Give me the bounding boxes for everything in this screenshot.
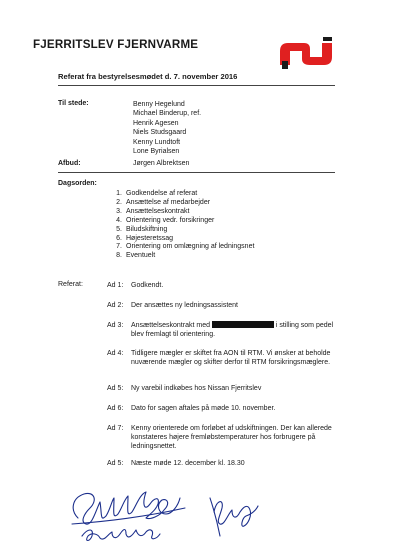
minutes-item: Ad 6: Dato for sagen aftales på møde 10. november. <box>107 405 276 412</box>
present-list <box>133 100 201 156</box>
redaction-bar <box>212 321 274 328</box>
minutes-item: Ad 1: Godkendt. <box>107 282 164 289</box>
agenda-item: 6. Højesteretssag <box>116 234 174 242</box>
attendance-divider <box>58 172 335 173</box>
document-subject: Referat fra bestyrelsesmødet d. 7. november 2016 <box>58 72 238 81</box>
signature-line <box>72 508 185 524</box>
minutes-item: Ad 5: Ny varebil indkøbes hos Nissan Fjerritslev <box>107 385 262 392</box>
absent-label: Afbud: <box>58 160 81 167</box>
minutes-label: Referat: <box>58 281 83 288</box>
minutes-item: Ad 4: Tidligere mægler er skiftet fra AON til RTM. Vi ønsker at beholde nuværende mægler og skifter derfor til RTM forsikringsmæglere. <box>107 350 331 366</box>
attendee-name: Lone Byrialsen <box>133 148 180 156</box>
signatures <box>0 470 400 550</box>
attendee-name: Henrik Agesen <box>133 119 179 127</box>
agenda-item: 1. Godkendelse af referat <box>116 190 198 197</box>
minutes-item: Ad 3: Ansættelseskontrakt med i stilling som pedel blev fremlagt til orientering. <box>107 322 334 338</box>
agenda-label: Dagsorden: <box>58 180 97 187</box>
agenda-item: 2. Ansættelse af medarbejder <box>116 198 211 206</box>
agenda-item: 3. Ansættelseskontrakt <box>116 207 190 215</box>
agenda-item: 4. Orientering vedr. forsikringer <box>116 216 215 224</box>
signature-third-stroke <box>210 498 220 536</box>
signature-third <box>214 502 258 527</box>
attendee-name: Kenny Lundtoft <box>133 138 181 146</box>
agenda-item: 5. Biludskiftning <box>116 225 168 233</box>
agenda-item: 8. Eventuelt <box>116 252 156 260</box>
attendee-name: Niels Studsgaard <box>133 129 187 137</box>
minutes-item: Ad 7: Kenny orienterede om forløbet af udskiftningen. Der kan allerede konstateres højere fremløbstemperaturer hos forbrugere på ledningsnettet. <box>107 425 332 450</box>
minutes-item: Ad 2: Der ansættes ny ledningsassistent <box>107 302 238 309</box>
absent-name: Jørgen Albrektsen <box>133 160 190 167</box>
signature-benny <box>73 492 180 524</box>
present-label: Til stede: <box>58 100 89 107</box>
agenda-item: 7. Orientering om omlægning af ledningsnet <box>116 243 255 251</box>
header-divider <box>58 85 335 86</box>
minutes-item: Ad 5: Næste møde 12. december kl. 18.30 <box>107 460 245 467</box>
company-logo-icon <box>277 35 335 71</box>
signature-second <box>82 530 160 541</box>
attendee-name: Benny Hegelund <box>133 101 185 108</box>
organization-name: FJERRITSLEV FJERNVARME <box>33 38 199 51</box>
agenda-list <box>107 190 254 261</box>
attendee-name: Michael Binderup, ref. <box>133 110 202 118</box>
